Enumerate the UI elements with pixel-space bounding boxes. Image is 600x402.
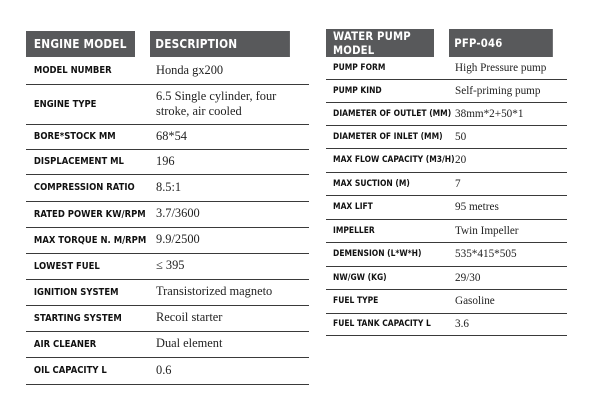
spec-label: DIAMETER OF INLET (MM) [326,125,434,148]
spec-label: ENGINE TYPE [26,84,135,124]
spec-value: High Pressure pump [449,57,567,79]
spec-value: Honda gx200 [150,57,309,84]
pump-spec-table [326,29,567,336]
pump-spec-row [326,289,567,313]
pump-spec-row [326,219,567,242]
pump-spec-row [326,57,567,79]
spec-label: PUMP FORM [326,57,434,79]
spec-label: MAX SUCTION (M) [326,172,434,195]
water-pump-model-heading: WATER PUMP MODEL [326,29,434,57]
pump-spec-row [326,125,567,148]
engine-spec-row [26,84,309,124]
pump-spec-row [326,148,567,172]
pump-spec-row [326,313,567,335]
spec-value: 95 metres [449,195,567,219]
engine-spec-row [26,174,309,201]
engine-table-header [26,31,309,57]
pump-table-header [326,29,567,57]
pump-spec-row [326,266,567,289]
spec-value: Dual element [150,331,309,357]
spec-label: OIL CAPACITY L [26,357,135,384]
spec-label: IGNITION SYSTEM [26,279,135,305]
spec-value: 38mm*2+50*1 [449,102,567,125]
engine-spec-row [26,253,309,279]
spec-value: 535*415*505 [449,242,567,266]
spec-label: BORE*STOCK MM [26,124,135,149]
description-heading: DESCRIPTION [150,31,290,57]
engine-spec-row [26,57,309,84]
pump-spec-row [326,79,567,102]
spec-label: MAX TORQUE N. M/RPM [26,227,135,253]
spec-label: RATED POWER KW/RPM [26,201,135,227]
spec-label: MAX FLOW CAPACITY (M3/H) [326,148,434,172]
spec-value: 196 [150,149,309,174]
spec-value: 7 [449,172,567,195]
spec-label: FUEL TYPE [326,289,434,313]
engine-spec-row [26,305,309,331]
spec-value: 0.6 [150,357,309,384]
spec-label: NW/GW (KG) [326,266,434,289]
spec-label: COMPRESSION RATIO [26,174,135,201]
spec-value: 68*54 [150,124,309,149]
pump-model-value-heading: PFP-046 [449,29,553,57]
spec-value: 50 [449,125,567,148]
engine-spec-row [26,279,309,305]
spec-label: MAX LIFT [326,195,434,219]
engine-spec-row [26,357,309,384]
engine-spec-row [26,149,309,174]
spec-value: 8.5:1 [150,174,309,201]
pump-spec-row [326,172,567,195]
pump-spec-row [326,102,567,125]
spec-label: DIAMETER OF OUTLET (MM) [326,102,434,125]
spec-label: DEMENSION (L*W*H) [326,242,434,266]
spec-value: 3.6 [449,313,567,335]
spec-value: 3.7/3600 [150,201,309,227]
spec-value: 29/30 [449,266,567,289]
spec-label: STARTING SYSTEM [26,305,135,331]
spec-value: Recoil starter [150,305,309,331]
spec-label: DISPLACEMENT ML [26,149,135,174]
spec-label: AIR CLEANER [26,331,135,357]
spec-label: MODEL NUMBER [26,57,135,84]
engine-spec-row [26,201,309,227]
spec-label: IMPELLER [326,219,434,242]
engine-spec-row [26,331,309,357]
spec-label: LOWEST FUEL [26,253,135,279]
spec-value: ≤ 395 [150,253,309,279]
spec-value: 9.9/2500 [150,227,309,253]
spec-value: 20 [449,148,567,172]
engine-model-heading: ENGINE MODEL [26,31,135,57]
spec-value: Gasoline [449,289,567,313]
spec-label: PUMP KIND [326,79,434,102]
spec-value: Twin Impeller [449,219,567,242]
engine-spec-row [26,227,309,253]
spec-value: 6.5 Single cylinder, four stroke, air cooled [150,84,309,124]
spec-label: FUEL TANK CAPACITY L [326,313,434,335]
engine-spec-table [26,31,309,385]
pump-spec-row [326,242,567,266]
pump-spec-row [326,195,567,219]
spec-value: Transistorized magneto [150,279,309,305]
engine-spec-row [26,124,309,149]
spec-value: Self-priming pump [449,79,567,102]
